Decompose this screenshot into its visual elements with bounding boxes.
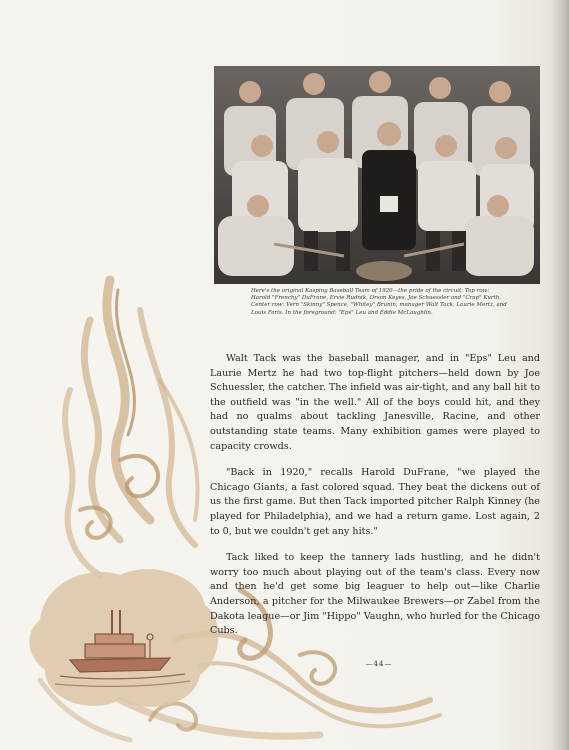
- team-photograph-icon: [214, 66, 540, 284]
- paragraph: Walt Tack was the baseball manager, and in "Eps" Leu and Laurie Mertz he had two top-flight pitchers—held down by Joe Schuessler, the catcher. The infield was air-tight, and any ball hit to the outfield was "in the well." All of the boys could hit, and they had no qualms about tackling Janesville, Racine, and other outstanding state teams. Many exhibition games were played to capacity crowds.: [210, 353, 540, 452]
- photo-caption: Here's the original Kasping Baseball Team of 1920—the pride of the circuit. Top row: Harold "Frenchy" DuFrane, Ervie Rudnik, Orson Keyes, Joe Schuessler and "Crap" Kurth. Center row: Vern "Skinny" Spence, "Whitey" Brunin, manager Walt Tack, Laurie Mertz, and Louis Faris. In the foreground: "Eps" Leu and Eddie McLaughlin.: [251, 288, 507, 316]
- paragraph: "Back in 1920," recalls Harold DuFrane, "we played the Chicago Giants, a fast colored squad. They beat the dickens out of us the first game. But then Tack imported pitcher Ralph Kinney (he played for Philadelphia), and we had a return game. Lost again, 2 to 0, but we couldn't get any hits.": [210, 467, 540, 537]
- page-number: —44—: [365, 660, 393, 668]
- team-photograph: [214, 66, 540, 284]
- paragraph: Tack liked to keep the tannery lads hustling, and he didn't worry too much about playing out of the team's class. Every now and then he'd get some big leaguer to help out—like Charlie Anderson, a pitcher for the Milwaukee Brewers—or Zabel from the Dakota league—or Jim "Hippo" Vaughn, who hurled for the Chicago Cubs.: [210, 552, 540, 637]
- article-body: [210, 352, 540, 651]
